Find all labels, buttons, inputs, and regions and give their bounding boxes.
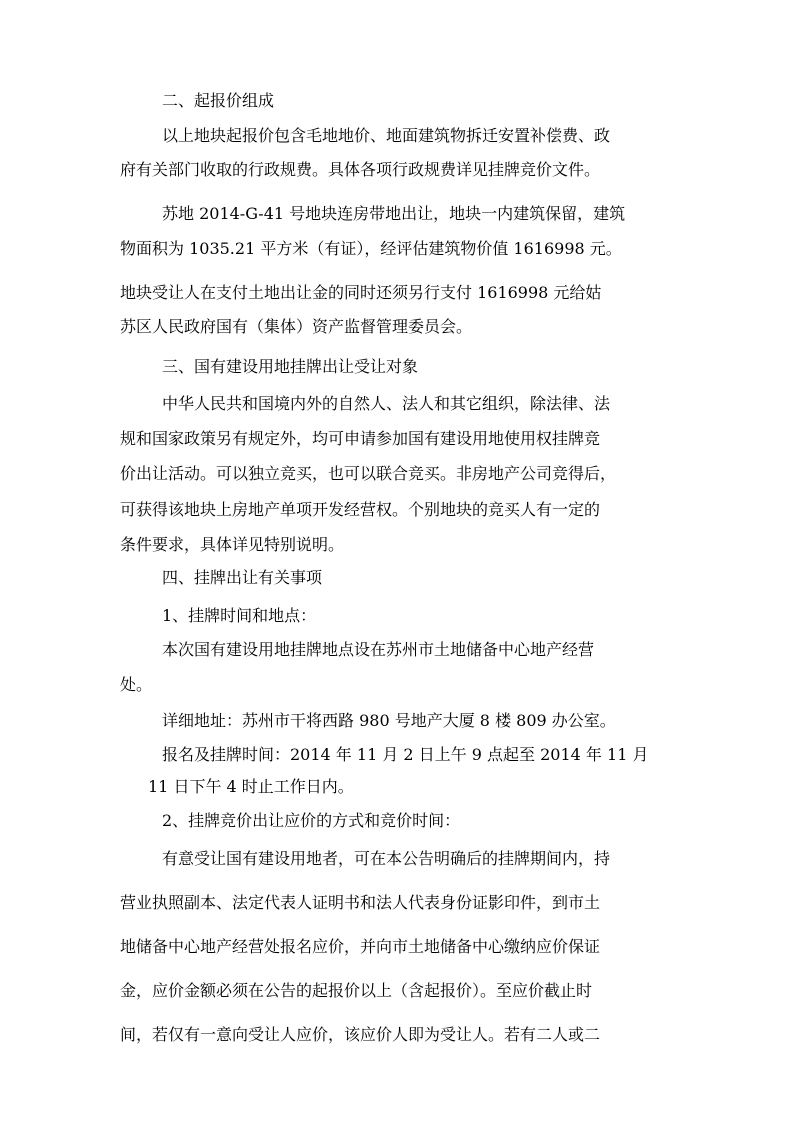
paragraph-line: 价出让活动。可以独立竞买，也可以联合竞买。非房地产公司竞得后， — [120, 464, 617, 483]
paragraph-line: 苏区人民政府国有（集体）资产监督管理委员会。 — [120, 317, 473, 336]
paragraph-line: 规和国家政策另有规定外，均可申请参加国有建设用地使用权挂牌竞 — [120, 429, 601, 448]
subheading-time-place: 1、挂牌时间和地点： — [162, 606, 317, 625]
paragraph-line: 金，应价金额必须在公告的起报价以上（含起报价）。至应价截止时 — [120, 981, 593, 1000]
paragraph-line: 中华人民共和国境内外的自然人、法人和其它组织，除法律、法 — [162, 394, 611, 413]
registration-time-line: 报名及挂牌时间：2014 年 11 月 2 日上午 9 点起至 2014 年 11 月 — [162, 745, 649, 764]
paragraph-line: 处。 — [120, 675, 153, 694]
paragraph-line: 地块受让人在支付土地出让金的同时还须另行支付 1616998 元给姑 — [120, 283, 602, 302]
registration-time-line-continued: 11 日下午 4 时止工作日内。 — [148, 777, 354, 796]
address-line: 详细地址：苏州市干将西路 980 号地产大厦 8 楼 809 办公室。 — [162, 711, 616, 730]
paragraph-line: 本次国有建设用地挂牌地点设在苏州市土地储备中心地产经营 — [162, 640, 595, 659]
subheading-bidding-method: 2、挂牌竞价出让应价的方式和竞价时间： — [162, 811, 461, 830]
paragraph-line: 物面积为 1035.21 平方米（有证），经评估建筑物价值 1616998 元。 — [120, 239, 622, 258]
heading-listing-matters: 四、挂牌出让有关事项 — [162, 568, 323, 587]
heading-price-composition: 二、起报价组成 — [162, 91, 275, 110]
paragraph-line: 以上地块起报价包含毛地地价、地面建筑物拆迁安置补偿费、政 — [162, 126, 611, 145]
paragraph-line: 营业执照副本、法定代表人证明书和法人代表身份证影印件，到市土 — [120, 893, 601, 912]
paragraph-line: 可获得该地块上房地产单项开发经营权。个别地块的竞买人有一定的 — [120, 500, 601, 519]
paragraph-line: 有意受让国有建设用地者，可在本公告明确后的挂牌期间内，持 — [162, 849, 611, 868]
paragraph-line: 条件要求，具体详见特别说明。 — [120, 535, 345, 554]
heading-transfer-target: 三、国有建设用地挂牌出让受让对象 — [162, 357, 419, 376]
paragraph-line: 地储备中心地产经营处报名应价，并向市土地储备中心缴纳应价保证 — [120, 937, 601, 956]
paragraph-line: 间，若仅有一意向受让人应价，该应价人即为受让人。若有二人或二 — [120, 1025, 601, 1044]
paragraph-line: 府有关部门收取的行政规费。具体各项行政规费详见挂牌竞价文件。 — [120, 160, 601, 179]
paragraph-line: 苏地 2014-G-41 号地块连房带地出让，地块一内建筑保留，建筑 — [162, 204, 626, 223]
